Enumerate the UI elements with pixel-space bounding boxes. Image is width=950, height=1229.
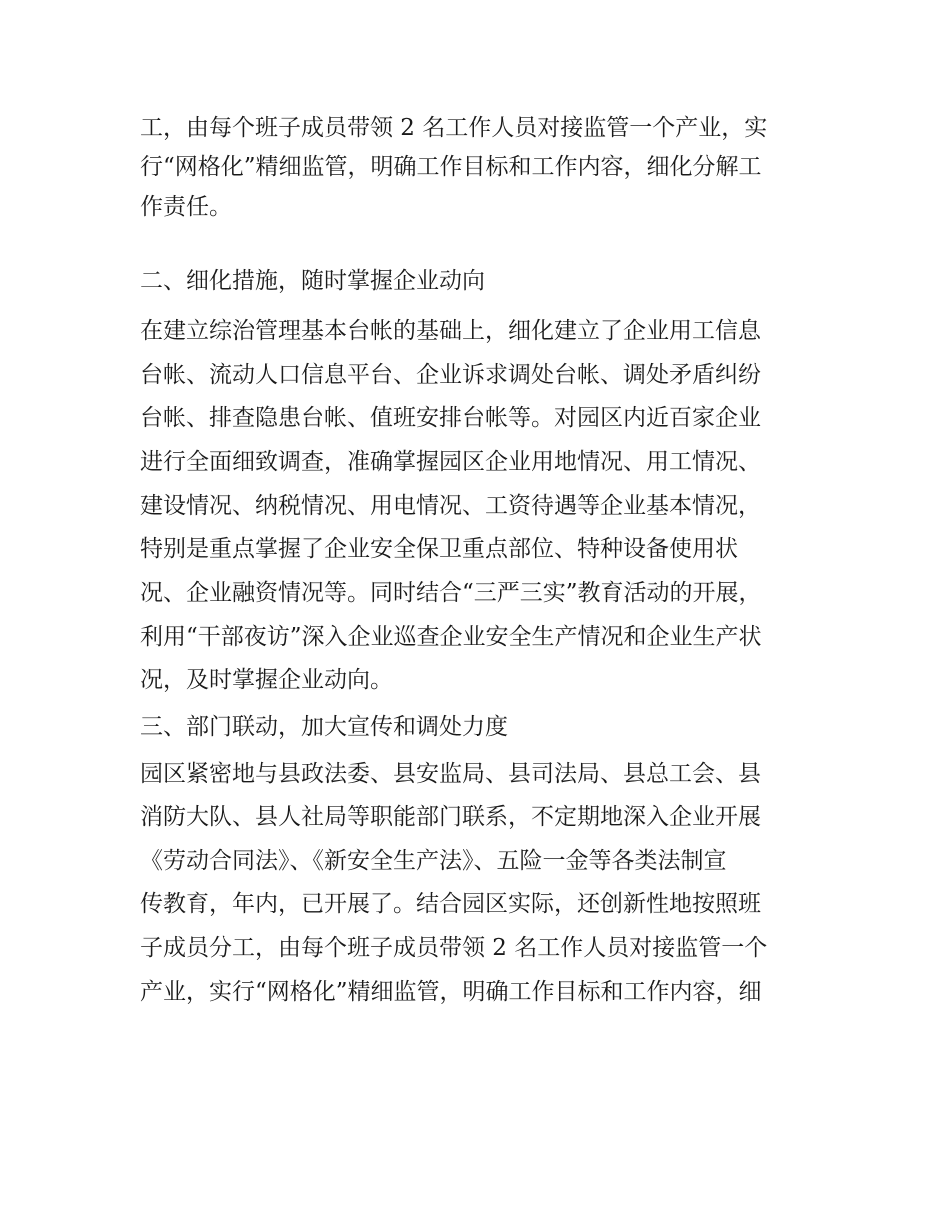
paragraph-line: 进行全面细致调查，准确掌握园区企业用地情况、用工情况、 bbox=[140, 449, 761, 475]
paragraph-line: 建设情况、纳税情况、用电情况、工资待遇等企业基本情况， bbox=[140, 493, 761, 519]
paragraph-line: 《劳动合同法》、《新安全生产法》、五险一金等各类法制宣 bbox=[140, 848, 727, 874]
section-heading-3: 三、部门联动，加大宣传和调处力度 bbox=[140, 714, 508, 740]
paragraph-line: 作责任。 bbox=[140, 194, 232, 220]
paragraph-line: 特别是重点掌握了企业安全保卫重点部位、特种设备使用状 bbox=[140, 536, 738, 562]
paragraph-line: 消防大队、县人社局等职能部门联系，不定期地深入企业开展 bbox=[140, 804, 761, 830]
paragraph-line: 况、企业融资情况等。同时结合“三严三实”教育活动的开展， bbox=[140, 580, 762, 606]
paragraph-line: 传教育，年内，已开展了。结合园区实际，还创新性地按照班 bbox=[140, 891, 761, 917]
paragraph-line: 况，及时掌握企业动向。 bbox=[140, 667, 393, 693]
section-heading-2: 二、细化措施，随时掌握企业动向 bbox=[140, 268, 485, 294]
paragraph-line: 工，由每个班子成员带领 2 名工作人员对接监管一个产业，实 bbox=[140, 115, 768, 141]
paragraph-line: 台帐、流动人口信息平台、企业诉求调处台帐、调处矛盾纠纷 bbox=[140, 362, 761, 388]
paragraph-line: 行“网格化”精细监管，明确工作目标和工作内容，细化分解工 bbox=[140, 154, 762, 180]
paragraph-line: 产业，实行“网格化”精细监管，明确工作目标和工作内容，细 bbox=[140, 979, 762, 1005]
paragraph-line: 园区紧密地与县政法委、县安监局、县司法局、县总工会、县 bbox=[140, 761, 761, 787]
paragraph-line: 台帐、排查隐患台帐、值班安排台帐等。对园区内近百家企业 bbox=[140, 405, 761, 431]
paragraph-line: 利用“干部夜访”深入企业巡查企业安全生产情况和企业生产状 bbox=[140, 624, 762, 650]
paragraph-line: 在建立综治管理基本台帐的基础上，细化建立了企业用工信息 bbox=[140, 318, 761, 344]
paragraph-line: 子成员分工，由每个班子成员带领 2 名工作人员对接监管一个 bbox=[140, 935, 768, 961]
